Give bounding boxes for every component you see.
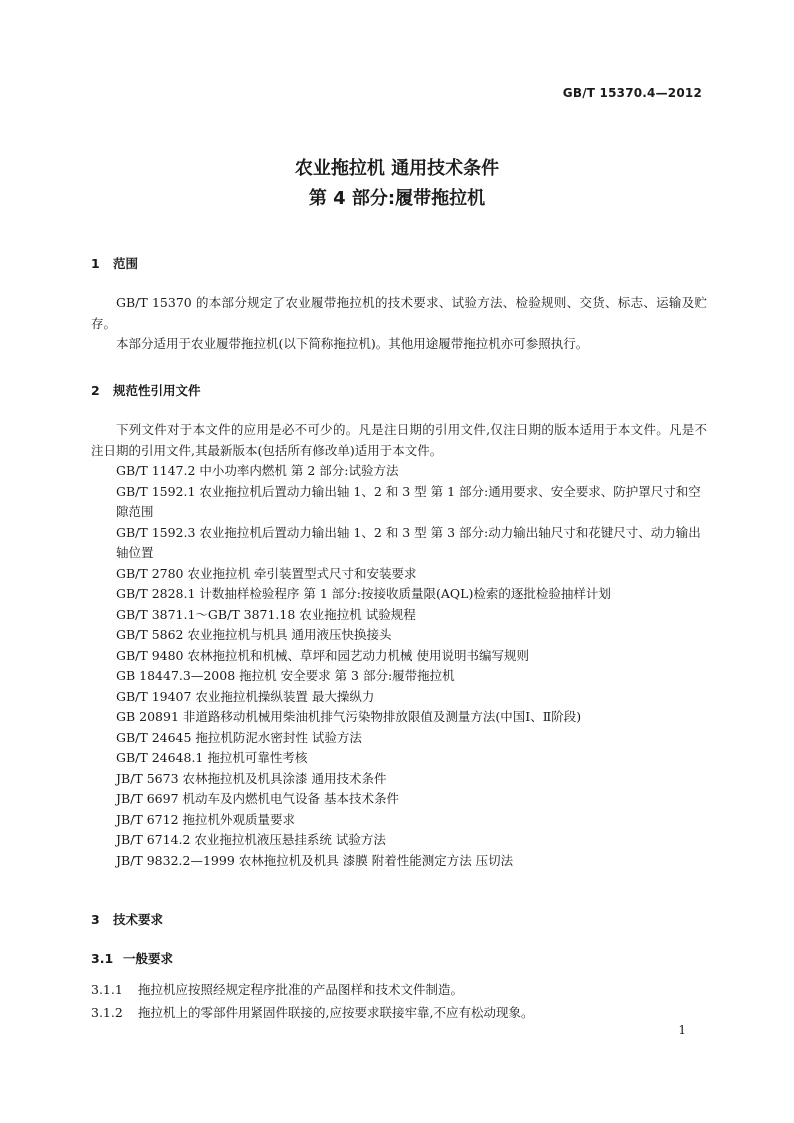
section-number: 2	[91, 383, 100, 398]
clause-number: 3.1.1	[91, 982, 123, 997]
section-title: 规范性引用文件	[113, 383, 201, 398]
clause	[91, 1003, 533, 1021]
paragraph: 本部分适用于农业履带拖拉机(以下简称拖拉机)。其他用途履带拖拉机亦可参照执行。	[116, 336, 589, 351]
section-heading-scope	[91, 254, 138, 272]
page-number: 1	[678, 1023, 686, 1037]
reference-item: GB/T 5862 农业拖拉机与机具 通用液压快换接头	[116, 627, 392, 642]
reference-item: GB/T 1147.2 中小功率内燃机 第 2 部分:试验方法	[116, 463, 399, 478]
reference-item: GB/T 9480 农林拖拉机和机械、草坪和园艺动力机械 使用说明书编写规则	[116, 647, 529, 663]
reference-item: GB/T 19407 农业拖拉机操纵装置 最大操纵力	[116, 688, 375, 704]
reference-item: JB/T 6697 机动车及内燃机电气设备 基本技术条件	[116, 791, 399, 806]
reference-item: JB/T 6714.2 农业拖拉机液压悬挂系统 试验方法	[116, 832, 386, 847]
section-title: 技术要求	[113, 912, 164, 927]
subsection-number: 3.1	[91, 951, 114, 966]
section-heading-normative-references	[91, 381, 201, 399]
document-title: 农业拖拉机 通用技术条件	[294, 158, 500, 179]
paragraph: 下列文件对于本文件的应用是必不可少的。凡是注日期的引用文件,仅注日期的版本适用于本文件。凡是不注日期的引用文件,其最新版本(包括所有修改单)适用于本文件。	[91, 422, 707, 458]
reference-item: GB 20891 非道路移动机械用柴油机排气污染物排放限值及测量方法(中国Ⅰ、Ⅱ阶段)	[116, 709, 582, 724]
document-subtitle: 第 4 部分:履带拖拉机	[308, 188, 486, 209]
paragraph: GB/T 15370 的本部分规定了农业履带拖拉机的技术要求、试验方法、检验规则、交货、标志、运输及贮存。	[91, 295, 707, 331]
reference-item: GB/T 2780 农业拖拉机 牵引装置型式尺寸和安装要求	[116, 565, 417, 581]
reference-item: GB/T 1592.3 农业拖拉机后置动力输出轴 1、2 和 3 型 第 3 部分:动力输出轴尺寸和花键尺寸、动力输出轴位置	[116, 524, 701, 560]
reference-item: JB/T 5673 农林拖拉机及机具涂漆 通用技术条件	[116, 770, 387, 786]
reference-item: JB/T 9832.2—1999 农林拖拉机及机具 漆膜 附着性能测定方法 压切法	[116, 852, 514, 868]
standard-code: GB/T 15370.4—2012	[562, 86, 702, 100]
reference-item: JB/T 6712 拖拉机外观质量要求	[116, 811, 296, 827]
reference-item: GB/T 24645 拖拉机防泥水密封性 试验方法	[116, 729, 362, 745]
reference-item: GB/T 3871.1～GB/T 3871.18 农业拖拉机 试验规程	[116, 606, 416, 622]
subsection-title: 一般要求	[123, 951, 174, 966]
reference-item: GB/T 24648.1 拖拉机可靠性考核	[116, 750, 308, 765]
clause-number: 3.1.2	[91, 1005, 123, 1020]
reference-list	[91, 461, 707, 871]
section-number: 3	[91, 912, 100, 927]
reference-item: GB/T 2828.1 计数抽样检验程序 第 1 部分:按接收质量限(AQL)检索的逐批检验抽样计划	[116, 586, 611, 601]
reference-item: GB/T 1592.1 农业拖拉机后置动力输出轴 1、2 和 3 型 第 1 部分:通用要求、安全要求、防护罩尺寸和空隙范围	[116, 483, 701, 519]
section-title: 范围	[113, 256, 139, 271]
subsection-heading-general	[91, 949, 173, 967]
reference-item: GB 18447.3—2008 拖拉机 安全要求 第 3 部分:履带拖拉机	[116, 668, 455, 683]
section-heading-technical-requirements	[91, 910, 163, 928]
clause-text: 拖拉机上的零部件用紧固件联接的,应按要求联接牢靠,不应有松动现象。	[138, 1005, 534, 1020]
section-number: 1	[91, 256, 100, 271]
clause	[91, 980, 463, 998]
clause-text: 拖拉机应按照经规定程序批准的产品图样和技术文件制造。	[138, 982, 464, 997]
